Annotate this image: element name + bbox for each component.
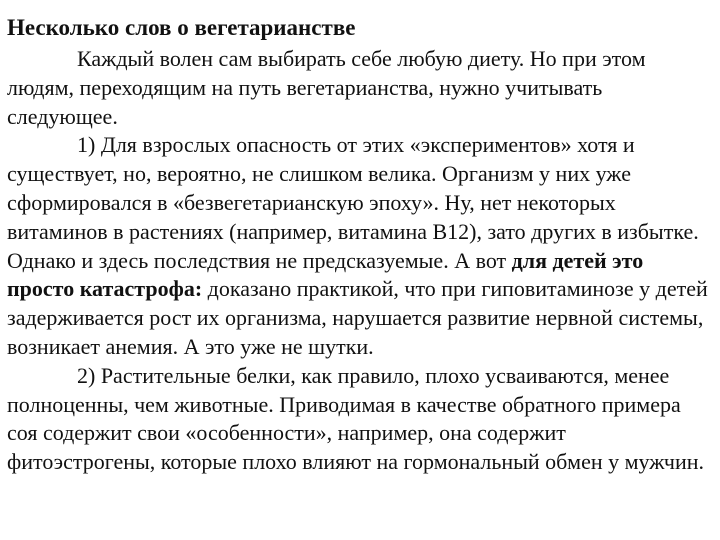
paragraph-adults-children: [7, 131, 712, 361]
paragraph-1-text-end: доказано практикой, что при гиповитаминозе у детей задерживается рост их организма, нарушается развитие нервной системы, возникает анемия. А это уже не шутки.: [7, 276, 708, 359]
document-title: Несколько слов о вегетарианстве: [7, 15, 356, 40]
paragraph-2-text: 2) Растительные белки, как правило, плохо усваиваются, менее полноценны, чем животные. Приводимая в качестве обратного примера соя содержит свои «особенности», например, она содержит фитоэстрогены, которые плохо влияют на гормональный обмен у мужчин.: [7, 362, 705, 475]
paragraph-1-bold-emphasis: для детей это просто катастрофа:: [7, 247, 644, 302]
paragraph-plant-proteins: [7, 362, 712, 477]
paragraph-intro: [7, 45, 712, 131]
paragraph-intro-text: Каждый волен сам выбирать себе любую диету. Но при этом людям, переходящим на путь вегетарианства, нужно учитывать следующее.: [7, 46, 646, 129]
paragraph-1-text-start: 1) Для взрослых опасность от этих «экспериментов» хотя и существует, но, вероятно, не слишком велика. Организм у них уже сформировался в «безвегетарианскую эпоху». Ну, нет некоторых витаминов в растениях (например, витамина В12), зато других в избытке. Однако и здесь последствия не предсказуемые. А вот: [7, 132, 699, 273]
